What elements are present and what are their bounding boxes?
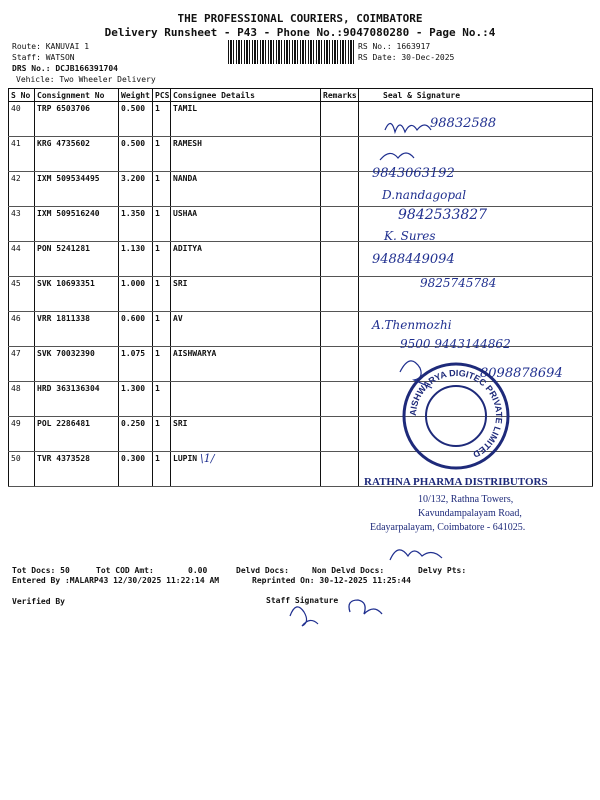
cell-weight: 1.130 [119, 242, 153, 277]
col-header-sno: S No [9, 89, 35, 102]
cell-sno: 47 [9, 347, 35, 382]
cell-pcs: 1 [153, 242, 171, 277]
seal-outer-ring [404, 364, 508, 468]
cell-consignment: VRR 1811338 [35, 312, 119, 347]
cell-weight: 0.250 [119, 417, 153, 452]
col-header-seal: Seal & Signature [359, 89, 593, 102]
hw-phone-41: 9843063192 [372, 166, 455, 181]
hw-phone-45: 9500 9443144862 [400, 337, 511, 351]
cell-weight: 1.075 [119, 347, 153, 382]
cell-weight: 1.000 [119, 277, 153, 312]
col-header-pcs: PCS [153, 89, 171, 102]
col-header-weight: Weight [119, 89, 153, 102]
cell-consignee: AV [171, 312, 321, 347]
entered-by: Entered By :MALARP43 12/30/2025 11:22:14 AM [12, 576, 220, 585]
cell-consignment: TRP 6503706 [35, 102, 119, 137]
staff-label: Staff: WATSON [12, 53, 75, 62]
cell-consignment: HRD 363136304 [35, 382, 119, 417]
cell-consignee: SRI [171, 417, 321, 452]
cell-sno: 44 [9, 242, 35, 277]
route-label: Route: KANUVAI 1 [12, 42, 90, 51]
cell-weight: 0.500 [119, 137, 153, 172]
cell-weight: 3.200 [119, 172, 153, 207]
seal-text: AISHWARYA DIGITEC PRIVATE LIMITED [407, 367, 505, 460]
cell-consignment: SVK 10693351 [35, 277, 119, 312]
col-header-consignment: Consignment No [35, 89, 119, 102]
cell-consignment: PON 5241281 [35, 242, 119, 277]
cell-weight: 1.300 [119, 382, 153, 417]
cell-pcs: 1 [153, 347, 171, 382]
runsheet-subtitle: Delivery Runsheet - P43 - Phone No.:9047080280 - Page No.:4 [104, 26, 496, 39]
cell-pcs: 1 [153, 172, 171, 207]
cell-weight: 0.500 [119, 102, 153, 137]
cell-pcs: 1 [153, 207, 171, 242]
cell-weight: 0.600 [119, 312, 153, 347]
cell-consignee: NANDA [171, 172, 321, 207]
cell-consignee: AISHWARYA [171, 347, 321, 382]
company-title: THE PROFESSIONAL COURIERS, COIMBATORE [177, 12, 423, 25]
cell-pcs: 1 [153, 452, 171, 487]
pharma-stamp-line2: Kavundampalayam Road, [418, 508, 522, 519]
hw-name-42: D.nandagopal [382, 188, 467, 202]
cell-consignment: POL 2286481 [35, 417, 119, 452]
pharma-stamp-name: RATHNA PHARMA DISTRIBUTORS [364, 476, 548, 488]
non-delivered-docs: Non Delvd Docs: [312, 566, 385, 575]
vehicle-label: Vehicle: Two Wheeler Delivery [16, 75, 156, 84]
hw-phone-43: 9488449094 [372, 252, 455, 267]
cell-consignee: USHAA [171, 207, 321, 242]
cell-consignee: SRI [171, 277, 321, 312]
cell-consignee: RAMESH [171, 137, 321, 172]
col-header-remarks: Remarks [321, 89, 359, 102]
total-cod-label: Tot COD Amt: [96, 566, 154, 575]
cell-pcs: 1 [153, 417, 171, 452]
reprinted-on: Reprinted On: 30-12-2025 11:25:44 [252, 576, 411, 585]
cell-consignment: TVR 4373528 [35, 452, 119, 487]
cell-pcs: 1 [153, 382, 171, 417]
staff-signature-mark [290, 607, 318, 626]
cell-sno: 43 [9, 207, 35, 242]
pharma-stamp-line1: 10/132, Rathna Towers, [418, 494, 514, 505]
cell-sno: 46 [9, 312, 35, 347]
hw-phone-40: 98832588 [430, 116, 497, 131]
signature-41 [380, 153, 414, 160]
cell-weight: 1.350 [119, 207, 153, 242]
signature-40 [385, 123, 431, 132]
hw-mark-48: \1/ [200, 452, 215, 465]
cell-sno: 42 [9, 172, 35, 207]
cell-sno: 49 [9, 417, 35, 452]
cell-sno: 40 [9, 102, 35, 137]
hw-phone-42: 9842533827 [398, 207, 488, 223]
signature-50 [390, 550, 442, 560]
staff-signature-label: Staff Signature [266, 596, 339, 605]
hw-name-45: A.Thenmozhi [372, 318, 452, 332]
hw-name-43: K. Sures [384, 229, 436, 243]
cell-consignment: IXM 509534495 [35, 172, 119, 207]
pharma-stamp-line3: Edayarpalayam, Coimbatore - 641025. [370, 522, 526, 533]
cell-weight: 0.300 [119, 452, 153, 487]
delivered-docs: Delvd Docs: [236, 566, 289, 575]
total-cod-amount: 0.00 [188, 566, 208, 575]
cell-sno: 45 [9, 277, 35, 312]
cell-pcs: 1 [153, 277, 171, 312]
delivery-points: Delvy Pts: [418, 566, 467, 575]
cell-consignee: TAMIL [171, 102, 321, 137]
cell-sno: 50 [9, 452, 35, 487]
cell-pcs: 1 [153, 137, 171, 172]
cell-consignee: ADITYA [171, 242, 321, 277]
rs-date: RS Date: 30-Dec-2025 [358, 53, 455, 62]
total-docs: Tot Docs: 50 [12, 566, 70, 575]
cell-sno: 41 [9, 137, 35, 172]
cell-consignee: LUPIN [171, 452, 321, 487]
cell-consignment: SVK 70032390 [35, 347, 119, 382]
verified-by-label: Verified By [12, 597, 65, 606]
signature-stroke [349, 600, 382, 614]
drs-number: DRS No.: DCJB166391704 [12, 64, 118, 73]
col-header-consignee: Consignee Details [171, 89, 321, 102]
rs-number: RS No.: 1663917 [358, 42, 431, 51]
cell-pcs: 1 [153, 102, 171, 137]
seal-inner-ring [426, 386, 486, 446]
cell-consignment: IXM 509516240 [35, 207, 119, 242]
cell-pcs: 1 [153, 312, 171, 347]
cell-consignment: KRG 4735602 [35, 137, 119, 172]
cell-sno: 48 [9, 382, 35, 417]
hw-phone-44: 9825745784 [420, 276, 497, 290]
company-seal [400, 360, 512, 472]
hw-phone-46: 8098878694 [480, 366, 563, 381]
